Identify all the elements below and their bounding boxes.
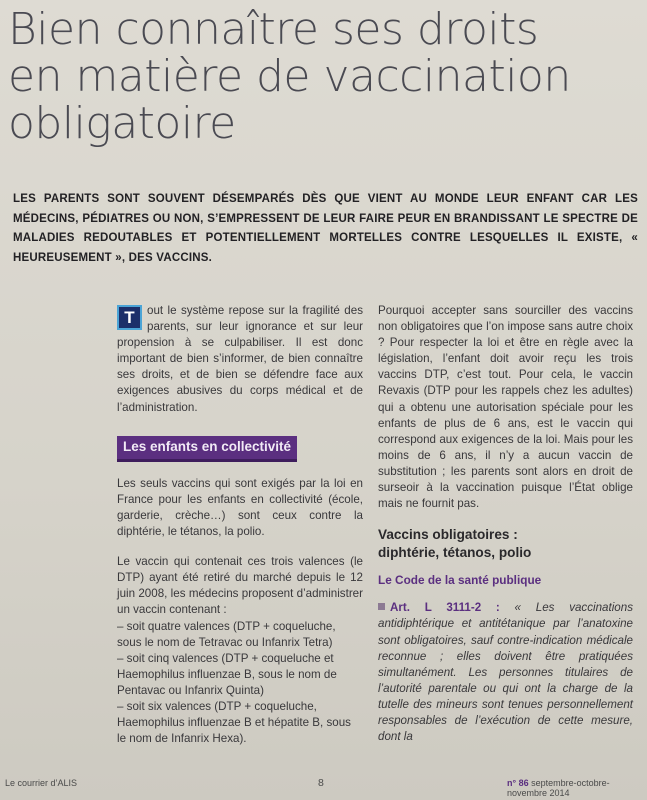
- title-line-3: obligatoire: [8, 98, 236, 149]
- article-text: « Les vaccinations antidiphtérique et antitétanique par l’anatoxine sont obligatoires, sauf contre-indication médicale reconnue ; elles doivent être pratiquées simultanément. Les personnes titulaires de l’autorité parentale ou qui ont la charge de la tutelle des mineurs sont tenues personnellement responsables de l’exécution de cette mesure, dont la: [378, 601, 633, 744]
- footer-issue: [507, 778, 647, 798]
- list-item: – soit quatre valences (DTP + coqueluche, sous le nom de Tetravac ou Infanrix Tetra): [117, 619, 336, 649]
- square-bullet-icon: [378, 603, 385, 610]
- paragraph-revaxis: Pourquoi accepter sans sourciller des vaccins non obligatoires que l’on impose sans autre choix ? Pour respecter la loi et être en règle avec la législation, l’enfant doit avoir reçu les trois vaccins DTP, c’est tout. Pour cela, le vaccin Revaxis (DTP pour les rappels chez les adultes) qui a obtenu une autorisation spéciale pour les enfants de plus de 6 ans, est le vaccin qui correspond aux exigences de la loi. Mais pour les moins de 6 ans, il n’y a aucun vaccin de substitution ; les parents sont alors en droit de surseoir à la vaccination puisque l’État oblige mais ne fournit pas.: [378, 304, 633, 511]
- page-number: 8: [318, 777, 324, 789]
- code-title: Le Code de la santé publique: [378, 573, 542, 588]
- intro-paragraph: [117, 303, 363, 416]
- title-line-2: en matière de vaccination: [8, 51, 571, 102]
- section-heading: Les enfants en collectivité: [117, 436, 297, 462]
- title-line-1: Bien connaître ses droits: [8, 4, 539, 55]
- intro-text: out le système repose sur la fragilité des parents, sur leur ignorance et sur leur propension à se culpabiliser. Il est donc important de bien s’informer, de bien connaître ses droits, et de bien se défendre face aux exigences abusives du corps médical et de l’administration.: [117, 304, 363, 414]
- subheading-line-1: Vaccins obligatoires :: [378, 527, 518, 543]
- right-column: [378, 303, 633, 759]
- dropcap: T: [117, 305, 142, 330]
- list-item: – soit cinq valences (DTP + coqueluche et Haemophilus influenzae B, sous le nom de Pentavac ou Infanrix Quinta): [117, 651, 337, 697]
- article-title: [8, 6, 628, 147]
- left-column: [117, 303, 363, 747]
- lead-paragraph: LES PARENTS SONT SOUVENT DÉSEMPARÉS DÈS QUE VIENT AU MONDE LEUR ENFANT CAR LES MÉDECINS, PÉDIATRES OU NON, S’EMPRESSENT DE LEUR FAIRE PEUR EN BRANDISSANT LE SPECTRE DE MALADIES REDOUTABLES ET POTENTIELLEMENT MORTELLES CONTRE LESQUELLES IL EXISTE, « HEUREUSEMENT », DES VACCINS.: [13, 193, 638, 264]
- issue-number: n° 86: [507, 778, 529, 788]
- valences-list: [117, 619, 363, 748]
- paragraph-collectivite: Les seuls vaccins qui sont exigés par la loi en France pour les enfants en collectivité (école, garderie, crèche…) sont ceux contre la diphtérie, le tétanos, la polio.: [117, 476, 363, 539]
- page-footer: [0, 776, 647, 798]
- subheading-line-2: diphtérie, tétanos, polio: [378, 545, 532, 561]
- footer-publication: Le courrier d’ALIS: [5, 778, 78, 788]
- article-label: Art. L 3111-2 :: [390, 601, 500, 615]
- article-excerpt: [378, 600, 633, 745]
- subheading: [378, 526, 633, 562]
- issue-date: septembre-octobre-novembre 2014: [507, 778, 610, 798]
- list-item: – soit six valences (DTP + coqueluche, Haemophilus influenzae B et hépatite B, sous le nom de Infanrix Hexa).: [117, 699, 351, 746]
- paragraph-dtp: Le vaccin qui contenait ces trois valences (le DTP) ayant été retiré du marché depuis le 12 juin 2008, les médecins proposent d’administrer un vaccin contenant :: [117, 555, 363, 617]
